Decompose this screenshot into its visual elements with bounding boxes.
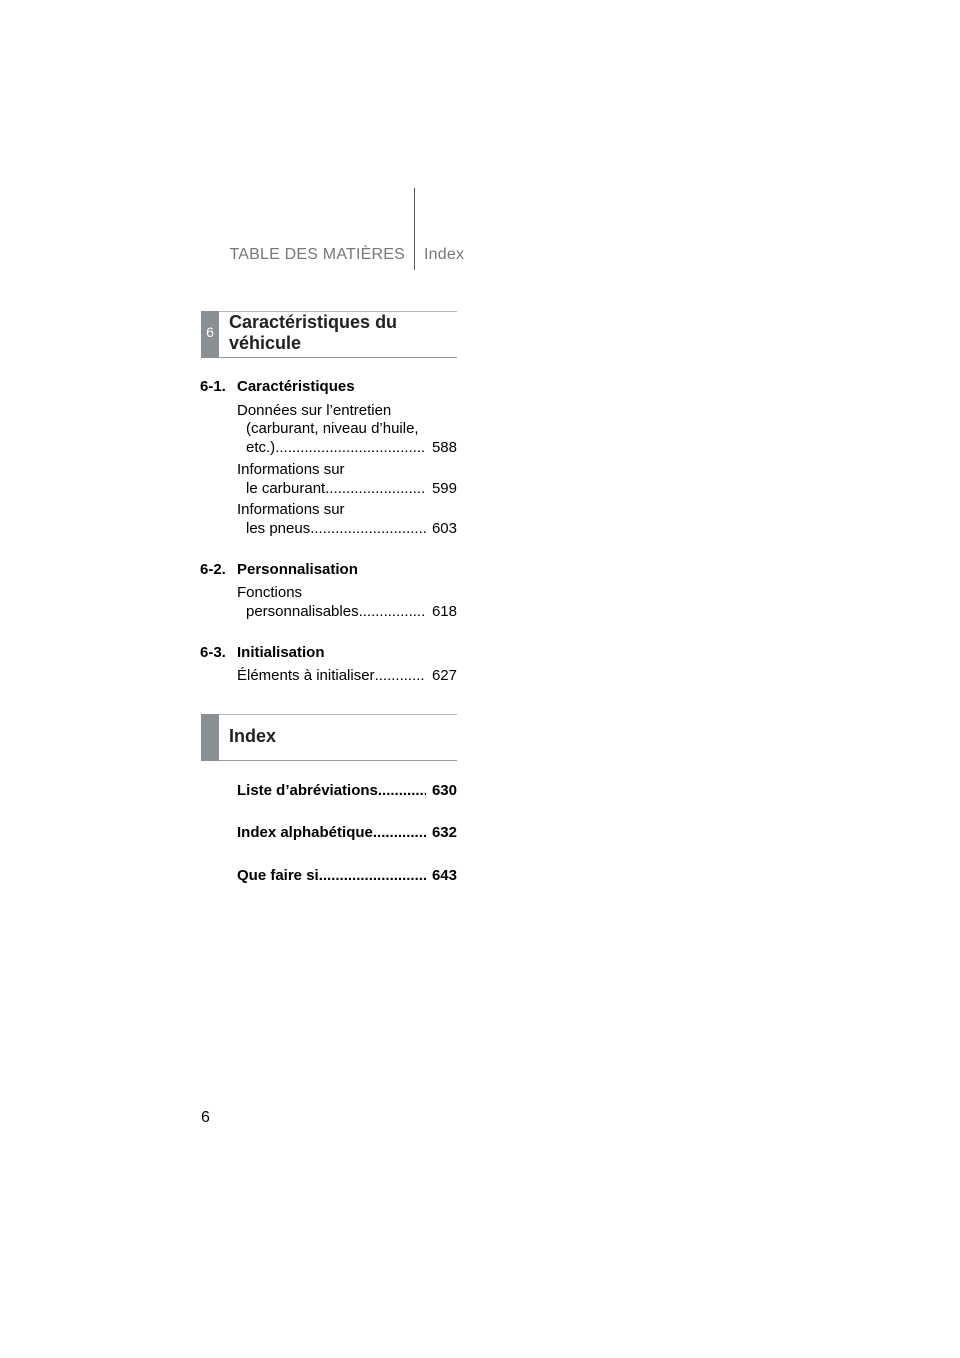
page-ref: 643 [431, 867, 457, 884]
toc-entry-custom-line1[interactable]: Fonctions [237, 584, 303, 601]
section-6-header [201, 311, 457, 358]
toc-entry-maintenance-line1[interactable]: Données sur l’entretien [237, 402, 392, 419]
header-bottom-rule [219, 357, 457, 358]
entry-label: personnalisables [246, 603, 359, 620]
leader-dots [378, 782, 426, 799]
section-tab [201, 714, 219, 761]
section-title-line1: Caractéristiques du [229, 312, 398, 332]
entry-label: les pneus [246, 520, 311, 537]
toc-entry-tires-line1[interactable]: Informations sur [237, 501, 345, 518]
toc-entry-what-to-do[interactable] [237, 867, 457, 884]
section-title-line2: véhicule [229, 333, 302, 353]
index-section-header [201, 714, 457, 761]
chapter-6-1-number: 6-1. [200, 378, 226, 395]
section-6-title [229, 312, 397, 354]
chapter-6-3-number: 6-3. [200, 644, 226, 661]
chapter-6-3-title[interactable]: Initialisation [237, 644, 325, 661]
page-ref: 627 [431, 667, 457, 684]
index-section-title: Index [229, 726, 277, 746]
leader-dots [310, 520, 426, 537]
leader-dots [325, 480, 426, 497]
leader-dots [331, 867, 426, 884]
toc-entry-fuel-line1[interactable]: Informations sur [237, 461, 345, 478]
chapter-6-2-number: 6-2. [200, 561, 226, 578]
header-top-rule [219, 714, 457, 715]
entry-label: etc.) [246, 439, 276, 456]
leader-dots [375, 667, 426, 684]
leader-dots [359, 603, 426, 620]
toc-entry-fuel[interactable] [246, 480, 457, 497]
toc-entry-alphabetical-index[interactable] [237, 824, 457, 841]
toc-entry-abbreviations[interactable] [237, 782, 457, 799]
page-number: 6 [201, 1109, 210, 1126]
chapter-6-1-title[interactable]: Caractéristiques [237, 378, 355, 395]
header-bottom-rule [219, 760, 457, 761]
entry-label: le carburant [246, 480, 326, 497]
page-ref: 603 [431, 520, 457, 537]
toc-entry-init[interactable] [237, 667, 457, 684]
page-ref: 588 [431, 439, 457, 456]
nav-divider [414, 188, 415, 270]
leader-dots [275, 439, 426, 456]
index-nav-link[interactable]: Index [424, 246, 465, 263]
entry-label: Que faire si... [237, 867, 332, 884]
entry-label: Liste d’abréviations [237, 782, 378, 799]
entry-label: Index alphabétique [237, 824, 373, 841]
leader-dots [373, 824, 426, 841]
chapter-6-2-title[interactable]: Personnalisation [237, 561, 358, 578]
toc-entry-maintenance[interactable] [246, 439, 457, 456]
page-ref: 632 [431, 824, 457, 841]
toc-nav-link[interactable]: TABLE DES MATIÈRES [229, 246, 405, 263]
toc-entry-maintenance-line2[interactable]: (carburant, niveau d’huile, [246, 420, 419, 437]
toc-entry-custom[interactable] [246, 603, 457, 620]
page-ref: 618 [431, 603, 457, 620]
entry-label: Éléments à initialiser [237, 667, 375, 684]
page-ref: 599 [431, 480, 457, 497]
toc-entry-tires[interactable] [246, 520, 457, 537]
section-number: 6 [206, 324, 214, 340]
page-ref: 630 [431, 782, 457, 799]
